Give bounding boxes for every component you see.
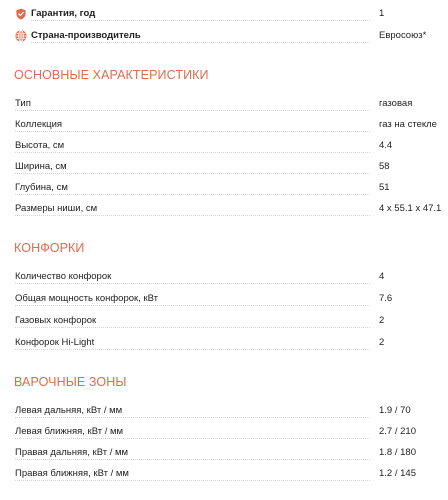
spec-row-country (15, 29, 440, 49)
row-divider (15, 417, 370, 418)
spec-value: 58 (379, 161, 390, 172)
spec-value: 4 x 55.1 x 47.1 (379, 203, 442, 214)
spec-label: Высота, см (15, 140, 65, 151)
row-divider (15, 173, 370, 174)
spec-value: 4 (379, 271, 385, 282)
spec-label: Размеры ниши, см (15, 203, 98, 214)
row-divider (15, 194, 370, 195)
spec-row (15, 139, 440, 159)
spec-value: 1.8 / 180 (379, 447, 416, 458)
row-divider (31, 20, 370, 21)
spec-label: Гарантия, год (31, 8, 96, 19)
globe-icon (15, 30, 27, 42)
spec-value: 1.2 / 145 (379, 468, 416, 479)
spec-label: Тип (15, 98, 31, 109)
spec-label: Правая ближняя, кВт / мм (15, 468, 129, 479)
spec-row (15, 181, 440, 201)
section-title-burners: КОНФОРКИ (14, 241, 85, 255)
spec-row (15, 425, 440, 445)
spec-label: Количество конфорок (15, 271, 112, 282)
row-divider (15, 349, 370, 350)
section-title-main: ОСНОВНЫЕ ХАРАКТЕРИСТИКИ (14, 68, 209, 82)
spec-value: газовая (379, 98, 413, 109)
spec-value: 7.6 (379, 293, 393, 304)
spec-value: 2 (379, 337, 385, 348)
row-divider (15, 305, 370, 306)
spec-value: 51 (379, 182, 390, 193)
spec-row (15, 446, 440, 466)
row-divider (15, 327, 370, 328)
spec-row (15, 336, 440, 356)
spec-label: Конфорок Hi-Light (15, 337, 95, 348)
spec-value: 1.9 / 70 (379, 405, 411, 416)
row-divider (15, 152, 370, 153)
spec-value: 4.4 (379, 140, 393, 151)
spec-row (15, 292, 440, 312)
spec-row-warranty (15, 7, 440, 27)
row-divider (15, 110, 370, 111)
spec-label: Общая мощность конфорок, кВт (15, 293, 158, 304)
spec-row (15, 270, 440, 290)
spec-row (15, 404, 440, 424)
spec-label: Газовых конфорок (15, 315, 97, 326)
spec-row (15, 97, 440, 117)
spec-label: Левая ближняя, кВт / мм (15, 426, 124, 437)
spec-row (15, 160, 440, 180)
spec-label: Страна-производитель (31, 30, 141, 41)
row-divider (31, 42, 370, 43)
row-divider (15, 480, 370, 481)
spec-value: Евросоюз* (379, 30, 427, 41)
spec-label: Левая дальняя, кВт / мм (15, 405, 123, 416)
spec-label: Коллекция (15, 119, 63, 130)
spec-value: 2 (379, 315, 385, 326)
spec-value: 2.7 / 210 (379, 426, 416, 437)
row-divider (15, 283, 370, 284)
spec-label: Ширина, см (15, 161, 67, 172)
spec-label: Глубина, см (15, 182, 68, 193)
spec-value: 1 (379, 8, 385, 19)
row-divider (15, 459, 370, 460)
row-divider (15, 215, 370, 216)
row-divider (15, 131, 370, 132)
section-title-cooking-zones: ВАРОЧНЫЕ ЗОНЫ (14, 375, 127, 389)
spec-row (15, 202, 440, 222)
spec-label: Правая дальняя, кВт / мм (15, 447, 129, 458)
row-divider (15, 438, 370, 439)
spec-row (15, 314, 440, 334)
spec-row (15, 467, 440, 487)
spec-row (15, 118, 440, 138)
spec-value: газ на стекле (379, 119, 437, 130)
shield-check-icon (15, 8, 27, 20)
